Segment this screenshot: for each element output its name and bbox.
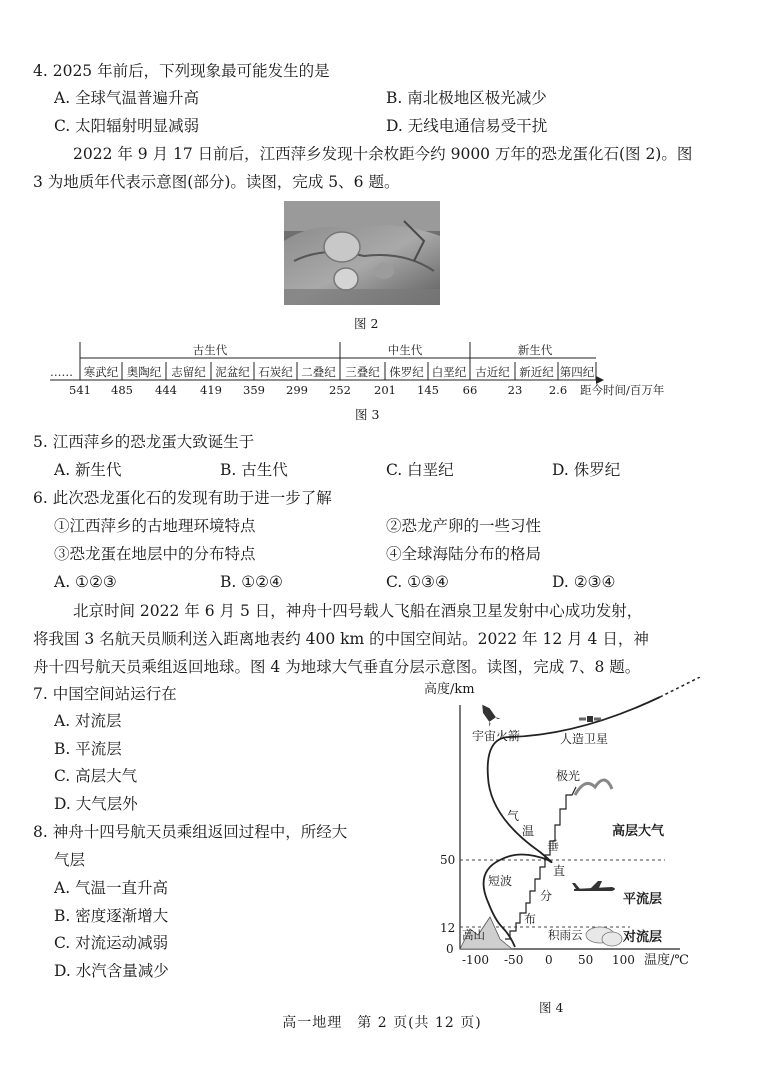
xtick-m100: -100 [462,953,489,967]
age-label: 201 [374,383,396,396]
y-axis-label: 高度/km [424,682,475,697]
period-label: 寒武纪 [83,365,119,379]
age-label: 299 [286,383,308,396]
q8-stem-line1: 8. 神舟十四号航天员乘组返回过程中，所经大 [33,823,348,841]
age-label: 2.6 [548,383,568,396]
q7-option-d: D. 大气层外 [54,795,138,813]
age-label: 541 [69,383,91,396]
page-footer: 高一地理 第 2 页(共 12 页) [282,1015,482,1031]
period-label: 侏罗纪 [389,365,424,379]
era-cenozoic: 新生代 [517,343,553,357]
q8-option-c: C. 对流运动减弱 [54,934,169,952]
q8-option-a: A. 气温一直升高 [54,879,169,897]
q6-option-b: B. ①②④ [220,573,283,591]
q4-option-d: D. 无线电通信易受干扰 [386,117,548,135]
q5-option-c: C. 白垩纪 [386,461,454,479]
era-mesozoic: 中生代 [387,343,423,357]
period-label: 泥盆纪 [215,365,250,379]
intro1-line1: 2022 年 9 月 17 日前后，江西萍乡发现十余枚距今约 9000 万年的恐龙蛋化石(图 2)。图 [73,145,693,163]
shortwave-label: 短波 [488,874,513,888]
age-label: 444 [155,383,177,396]
airplane-icon [572,881,615,891]
xtick-100: 100 [612,953,635,967]
q8-option-d: D. 水汽含量减少 [54,962,169,980]
timeline-axis-unit: 距今时间/百万年 [580,383,665,396]
fig3-caption: 图 3 [355,407,380,422]
intro2-line2: 将我国 3 名航天员顺利送入距离地表约 400 km 的中国空间站。2022 年 12 月 4 日，神 [33,630,649,648]
q6-option-a: A. ①②③ [54,573,117,591]
xtick-m50: -50 [504,953,524,967]
period-label: 二叠纪 [301,365,336,379]
mountain-label: 高山 [462,928,485,942]
xtick-0: 0 [545,953,553,967]
period-label: 第四纪 [559,365,595,379]
q7-option-b: B. 平流层 [54,740,122,758]
intro2-line3: 舟十四号航天员乘组返回地球。图 4 为地球大气垂直分层示意图。读图，完成 7、8 题。 [33,658,641,676]
q4-option-c: C. 太阳辐射明显减弱 [54,117,200,135]
rocket-icon [477,701,501,727]
period-label: 白垩纪 [431,365,467,379]
q6-item-3: ③恐龙蛋在地层中的分布特点 [54,545,256,563]
age-label: 145 [417,383,439,396]
q4-option-b: B. 南北极地区极光减少 [386,89,547,107]
q8-stem-line2: 气层 [54,851,86,869]
rocket-label: 宇宙火箭 [472,729,521,743]
timeline-ellipsis: …… [50,365,73,379]
q5-stem: 5. 江西萍乡的恐龙蛋大致诞生于 [33,433,255,451]
curve-label-6: 布 [524,912,537,926]
q6-stem: 6. 此次恐龙蛋化石的发现有助于进一步了解 [33,489,332,507]
fig2-caption: 图 2 [354,316,379,331]
q5-option-b: B. 古生代 [220,461,288,479]
period-label: 新近纪 [519,365,554,379]
period-label: 三叠纪 [345,365,380,379]
age-label: 66 [462,383,478,396]
atmosphere-layers-diagram [400,677,710,997]
curve-label-4: 直 [553,864,566,878]
layer-stratosphere: 平流层 [623,892,663,907]
q6-option-c: C. ①③④ [386,573,449,591]
intro1-line2: 3 为地质年代表示意图(部分)。读图，完成 5、6 题。 [33,173,400,191]
period-label: 志留纪 [171,365,206,379]
geologic-timeline [40,336,680,396]
q6-option-d: D. ②③④ [552,573,616,591]
q4-option-a: A. 全球气温普遍升高 [54,89,200,107]
ytick-12: 12 [440,921,456,935]
curve-label-1: 气 [507,809,520,823]
age-label: 252 [329,383,351,396]
q7-option-a: A. 对流层 [54,712,122,730]
intro2-line1: 北京时间 2022 年 6 月 5 日，神舟十四号载人飞船在酒泉卫星发射中心成功发射， [73,602,643,620]
layer-upper-atmosphere: 高层大气 [612,824,665,839]
age-label: 485 [111,383,133,396]
aurora-icon [575,780,612,795]
cloud-label: 积雨云 [548,928,583,942]
era-paleozoic: 古生代 [192,343,228,357]
layer-troposphere: 对流层 [623,930,663,945]
q7-option-c: C. 高层大气 [54,767,138,785]
q6-item-1: ①江西萍乡的古地理环境特点 [54,517,256,535]
dinosaur-egg-fossil-photo [284,201,440,305]
period-label: 石炭纪 [258,365,293,379]
period-label: 古近纪 [475,365,510,379]
q6-item-4: ④全球海陆分布的格局 [386,545,542,563]
q8-option-b: B. 密度逐渐增大 [54,907,169,925]
aurora-label: 极光 [556,769,581,783]
q5-option-d: D. 侏罗纪 [552,461,621,479]
curve-extension [660,677,700,697]
xtick-50: 50 [578,953,594,967]
ytick-50: 50 [440,853,456,867]
age-label: 359 [243,383,265,396]
x-axis-label: 温度/℃ [644,953,689,968]
q4-stem: 4. 2025 年前后，下列现象最可能发生的是 [33,62,330,80]
ytick-0: 0 [446,942,454,956]
satellite-label: 人造卫星 [560,732,609,746]
fig4-caption: 图 4 [539,1000,564,1015]
curve-label-3: 垂 [547,839,560,853]
period-label: 奥陶纪 [126,365,162,379]
age-label: 23 [507,383,523,396]
age-label: 419 [200,383,222,396]
curve-label-5: 分 [540,889,553,903]
q7-stem: 7. 中国空间站运行在 [33,685,177,703]
q5-option-a: A. 新生代 [54,461,122,479]
curve-label-2: 温 [522,824,535,838]
q6-item-2: ②恐龙产卵的一些习性 [386,517,542,535]
cumulonimbus-cloud-icon [586,927,622,946]
